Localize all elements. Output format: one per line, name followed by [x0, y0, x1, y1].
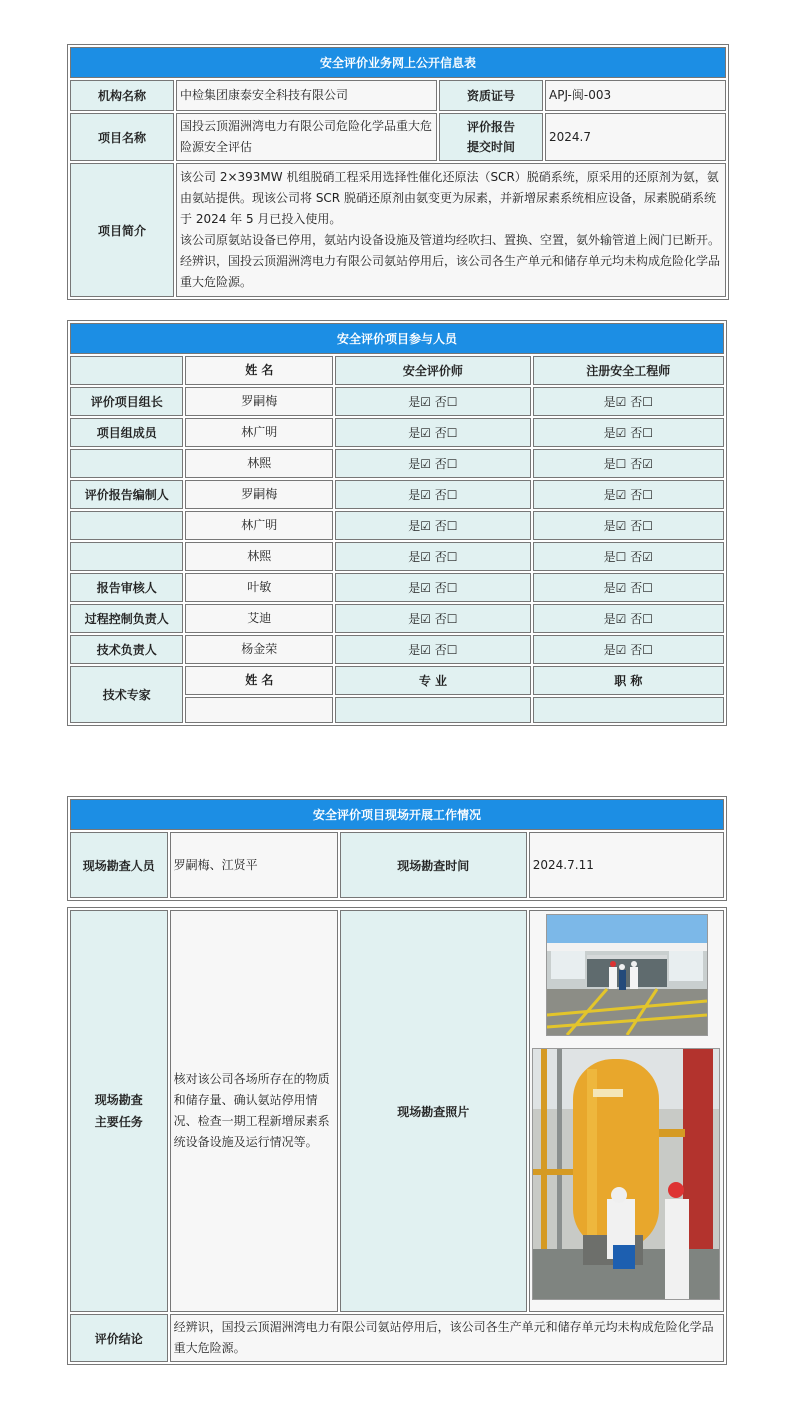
- expert-col-name: 姓 名: [185, 666, 333, 695]
- col-name-header: 姓 名: [185, 356, 333, 385]
- personnel-table-title: 安全评价项目参与人员: [70, 323, 724, 354]
- survey-task-label: [70, 910, 168, 1312]
- personnel-role: [70, 449, 183, 478]
- intro-paragraph: 经辨识，国投云顶湄洲湾电力有限公司氨站停用后，该公司各生产单元和储存单元均未构成危险化学品重大危险源。: [180, 254, 721, 289]
- conclusion-label: 评价结论: [70, 1314, 168, 1362]
- personnel-engineer-check: 是☑ 否☐: [533, 387, 724, 416]
- org-name-value: 中检集团康泰安全科技有限公司: [176, 80, 437, 111]
- intro-paragraph: 该公司 2×393MW 机组脱硝工程采用选择性催化还原法（SCR）脱硝系统，原采用的还原剂为氨，氨由氨站提供。现该公司将 SCR 脱硝还原剂由氨变更为尿素，并新增尿素系统相应设备，尿素脱硝系统于 2024 年 5 月已投入使用。: [180, 170, 719, 226]
- personnel-evaluator-check: 是☑ 否☐: [335, 418, 530, 447]
- personnel-name: 罗嗣梅: [185, 480, 333, 509]
- personnel-evaluator-check: 是☑ 否☐: [335, 573, 530, 602]
- survey-time-value: 2024.7.11: [529, 832, 724, 898]
- personnel-engineer-check: 是☐ 否☑: [533, 449, 724, 478]
- expert-col-title: 职 称: [533, 666, 724, 695]
- project-intro-value: [176, 163, 726, 297]
- org-name-label: 机构名称: [70, 80, 174, 111]
- personnel-engineer-check: 是☑ 否☐: [533, 418, 724, 447]
- cert-number-value: APJ-闽-003: [545, 80, 726, 111]
- site-photo-tank: [532, 1048, 720, 1300]
- survey-table-title: 安全评价项目现场开展工作情况: [70, 799, 724, 830]
- conclusion-value: 经辨识，国投云顶湄洲湾电力有限公司氨站停用后，该公司各生产单元和储存单元均未构成危险化学品重大危险源。: [170, 1314, 724, 1362]
- personnel-role: 技术负责人: [70, 635, 183, 664]
- info-table: [67, 44, 729, 300]
- personnel-name: 罗嗣梅: [185, 387, 333, 416]
- survey-time-label: 现场勘查时间: [340, 832, 527, 898]
- personnel-name: 叶敏: [185, 573, 333, 602]
- report-time-label-line2: 提交时间: [466, 140, 515, 154]
- personnel-evaluator-check: 是☑ 否☐: [335, 604, 530, 633]
- header-blank: [70, 356, 183, 385]
- col-evaluator-header: 安全评价师: [335, 356, 530, 385]
- personnel-name: 林广明: [185, 418, 333, 447]
- personnel-row: [70, 480, 724, 509]
- personnel-row: [70, 542, 724, 571]
- survey-people-value: 罗嗣梅、江贤平: [170, 832, 338, 898]
- personnel-row: [70, 635, 724, 664]
- survey-task-label-line1: 现场勘查: [94, 1093, 143, 1107]
- personnel-role: 评价报告编制人: [70, 480, 183, 509]
- personnel-engineer-check: 是☑ 否☐: [533, 511, 724, 540]
- cert-number-label: 资质证号: [439, 80, 543, 111]
- survey-photo-label: 现场勘查照片: [340, 910, 527, 1312]
- expert-col-major: 专 业: [335, 666, 530, 695]
- report-time-label-line1: 评价报告: [466, 120, 515, 134]
- personnel-row: [70, 511, 724, 540]
- personnel-evaluator-check: 是☑ 否☐: [335, 449, 530, 478]
- personnel-row: [70, 387, 724, 416]
- personnel-name: 林熙: [185, 542, 333, 571]
- survey-task-value: 核对该公司各场所存在的物质和储存量、确认氨站停用情况、检查一期工程新增尿素系统设备设施及运行情况等。: [170, 910, 338, 1312]
- personnel-evaluator-check: 是☑ 否☐: [335, 635, 530, 664]
- personnel-role: 报告审核人: [70, 573, 183, 602]
- personnel-role: 评价项目组长: [70, 387, 183, 416]
- personnel-role: 项目组成员: [70, 418, 183, 447]
- intro-paragraph: 该公司原氨站设备已停用，氨站内设备设施及管道均经吹扫、置换、空置，氨外输管道上阀门已断开。: [180, 233, 721, 247]
- personnel-row: [70, 449, 724, 478]
- personnel-engineer-check: 是☑ 否☐: [533, 604, 724, 633]
- personnel-engineer-check: 是☑ 否☐: [533, 480, 724, 509]
- report-time-label: [439, 113, 543, 161]
- project-name-value: 国投云顶湄洲湾电力有限公司危险化学品重大危险源安全评估: [176, 113, 437, 161]
- site-photo-tank-image: [533, 1049, 719, 1299]
- personnel-name: 林广明: [185, 511, 333, 540]
- survey-task-label-line2: 主要任务: [94, 1115, 143, 1129]
- personnel-role: [70, 511, 183, 540]
- expert-label: 技术专家: [70, 666, 183, 723]
- personnel-engineer-check: 是☐ 否☑: [533, 542, 724, 571]
- personnel-name: 杨金荣: [185, 635, 333, 664]
- personnel-engineer-check: 是☑ 否☐: [533, 573, 724, 602]
- personnel-evaluator-check: 是☑ 否☐: [335, 480, 530, 509]
- personnel-role: 过程控制负责人: [70, 604, 183, 633]
- expert-title-cell: [533, 697, 724, 723]
- personnel-row: [70, 418, 724, 447]
- site-photo-gate-image: [547, 915, 707, 1035]
- personnel-evaluator-check: 是☑ 否☐: [335, 387, 530, 416]
- report-time-value: 2024.7: [545, 113, 726, 161]
- expert-name-cell: [185, 697, 333, 723]
- personnel-name: 艾迪: [185, 604, 333, 633]
- survey-people-label: 现场勘查人员: [70, 832, 168, 898]
- personnel-row: [70, 604, 724, 633]
- personnel-evaluator-check: 是☑ 否☐: [335, 511, 530, 540]
- col-engineer-header: 注册安全工程师: [533, 356, 724, 385]
- personnel-engineer-check: 是☑ 否☐: [533, 635, 724, 664]
- info-table-title: 安全评价业务网上公开信息表: [70, 47, 726, 78]
- personnel-role: [70, 542, 183, 571]
- project-name-label: 项目名称: [70, 113, 174, 161]
- personnel-table: [67, 320, 727, 726]
- personnel-row: [70, 573, 724, 602]
- survey-table: [67, 796, 727, 901]
- expert-major-cell: [335, 697, 530, 723]
- project-intro-label: 项目简介: [70, 163, 174, 297]
- personnel-evaluator-check: 是☑ 否☐: [335, 542, 530, 571]
- personnel-name: 林熙: [185, 449, 333, 478]
- site-photo-gate: [546, 914, 708, 1036]
